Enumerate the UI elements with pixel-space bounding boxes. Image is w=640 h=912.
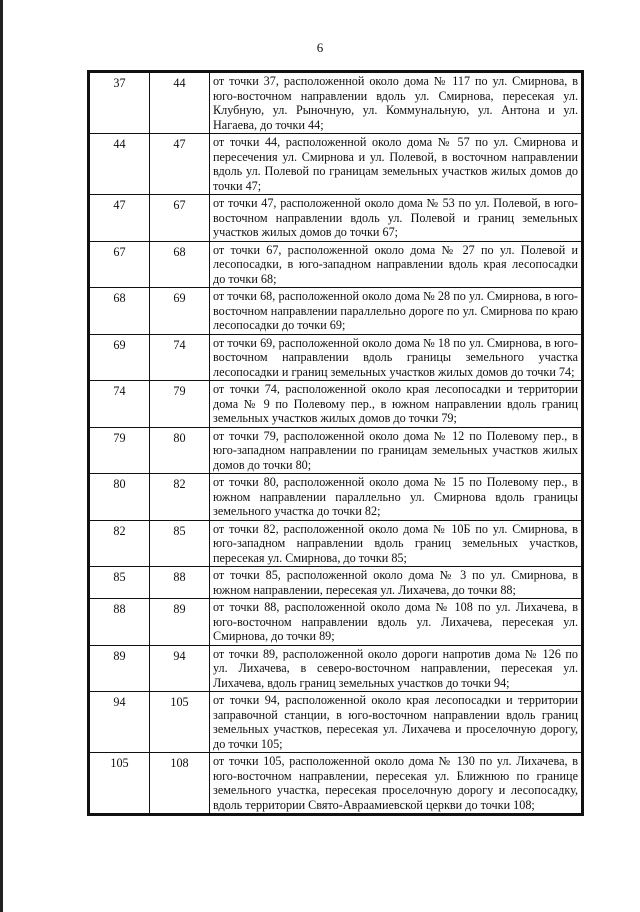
table-row	[90, 474, 582, 521]
description-cell: от точки 89, расположенной около дороги напротив дома № 126 по ул. Лихачева, в северо-восточном направлении, пересекая ул. Лихачева, вдоль границ земельных участков до точки 94;	[210, 645, 582, 692]
table-body	[90, 73, 582, 814]
from-point-cell: 68	[90, 288, 150, 335]
from-point-cell: 67	[90, 241, 150, 288]
to-point-cell: 80	[150, 427, 210, 474]
from-point-cell: 44	[90, 134, 150, 195]
table-row	[90, 73, 582, 134]
table-row	[90, 134, 582, 195]
from-point-cell: 47	[90, 195, 150, 242]
from-point-cell: 69	[90, 334, 150, 381]
table-row	[90, 753, 582, 814]
to-point-cell: 85	[150, 520, 210, 567]
table-row	[90, 288, 582, 335]
scan-edge	[0, 0, 3, 912]
to-point-cell: 67	[150, 195, 210, 242]
to-point-cell: 68	[150, 241, 210, 288]
table-row	[90, 381, 582, 428]
from-point-cell: 105	[90, 753, 150, 814]
description-cell: от точки 80, расположенной около дома № 15 по Полевому пер., в южном направлении параллельно ул. Смирнова вдоль границы земельного участка до точки 82;	[210, 474, 582, 521]
description-cell: от точки 88, расположенной около дома № 108 по ул. Лихачева, в юго-восточном направлении вдоль ул. Лихачева, пересекая ул. Смирнова, до точки 89;	[210, 599, 582, 646]
from-point-cell: 80	[90, 474, 150, 521]
table-row	[90, 520, 582, 567]
boundary-table-grid	[89, 72, 582, 814]
to-point-cell: 105	[150, 692, 210, 753]
table-row	[90, 427, 582, 474]
description-cell: от точки 85, расположенной около дома № 3 по ул. Смирнова, в южном направлении, пересекая ул. Лихачева, до точки 88;	[210, 567, 582, 599]
from-point-cell: 82	[90, 520, 150, 567]
boundary-table	[87, 70, 584, 816]
from-point-cell: 89	[90, 645, 150, 692]
description-cell: от точки 44, расположенной около дома № 57 по ул. Смирнова и пересечения ул. Смирнова и ул. Полевой, в восточном направлении вдоль ул. Полевой по границам земельных участков жилых домов до точки 47;	[210, 134, 582, 195]
from-point-cell: 79	[90, 427, 150, 474]
from-point-cell: 88	[90, 599, 150, 646]
table-row	[90, 567, 582, 599]
table-row	[90, 692, 582, 753]
to-point-cell: 82	[150, 474, 210, 521]
to-point-cell: 108	[150, 753, 210, 814]
description-cell: от точки 67, расположенной около дома № 27 по ул. Полевой и лесопосадки, в юго-западном направлении вдоль края лесопосадки до точки 68;	[210, 241, 582, 288]
table-row	[90, 334, 582, 381]
to-point-cell: 74	[150, 334, 210, 381]
description-cell: от точки 68, расположенной около дома № 28 по ул. Смирнова, в юго-восточном направлении параллельно дороге по ул. Смирнова по краю лесопосадки до точки 69;	[210, 288, 582, 335]
from-point-cell: 85	[90, 567, 150, 599]
to-point-cell: 89	[150, 599, 210, 646]
table-row	[90, 195, 582, 242]
from-point-cell: 94	[90, 692, 150, 753]
page-number: 6	[316, 40, 324, 55]
from-point-cell: 37	[90, 73, 150, 134]
to-point-cell: 94	[150, 645, 210, 692]
description-cell: от точки 79, расположенной около дома № 12 по Полевому пер., в юго-западном направлении по границам земельных участков жилых домов до точки 80;	[210, 427, 582, 474]
to-point-cell: 88	[150, 567, 210, 599]
from-point-cell: 74	[90, 381, 150, 428]
to-point-cell: 44	[150, 73, 210, 134]
description-cell: от точки 69, расположенной около дома № 18 по ул. Смирнова, в юго-восточном направлении вдоль границы земельного участка лесопосадки и границ земельных участков жилых домов до точки 74;	[210, 334, 582, 381]
table-row	[90, 241, 582, 288]
table-row	[90, 645, 582, 692]
description-cell: от точки 82, расположенной около дома № 10Б по ул. Смирнова, в юго-западном направлении вдоль границ земельных участков, пересекая ул. Смирнова, до точки 85;	[210, 520, 582, 567]
description-cell: от точки 94, расположенной около края лесопосадки и территории заправочной станции, в юго-восточном направлении вдоль границ земельных участков, пересекая ул. Лихачева и проселочную дорогу, до точки 105;	[210, 692, 582, 753]
to-point-cell: 79	[150, 381, 210, 428]
to-point-cell: 69	[150, 288, 210, 335]
description-cell: от точки 105, расположенной около дома № 130 по ул. Лихачева, в юго-восточном направлении, пересекая ул. Ближнюю по границе земельного участка, пересекая проселочную дорогу и лесопосадку, вдоль территории Свято-Авраамиевской церкви до точки 108;	[210, 753, 582, 814]
to-point-cell: 47	[150, 134, 210, 195]
description-cell: от точки 47, расположенной около дома № 53 по ул. Полевой, в юго-восточном направлении вдоль ул. Полевой и границ земельных участков жилых домов до точки 67;	[210, 195, 582, 242]
table-row	[90, 599, 582, 646]
description-cell: от точки 37, расположенной около дома № 117 по ул. Смирнова, в юго-восточном направлении вдоль ул. Смирнова, пересекая ул. Клубную, ул. Рыночную, ул. Коммунальную, ул. Антона и ул. Нагаева, до точки 44;	[210, 73, 582, 134]
description-cell: от точки 74, расположенной около края лесопосадки и территории дома № 9 по Полевому пер., в южном направлении вдоль границ земельных участков жилых домов до точки 79;	[210, 381, 582, 428]
